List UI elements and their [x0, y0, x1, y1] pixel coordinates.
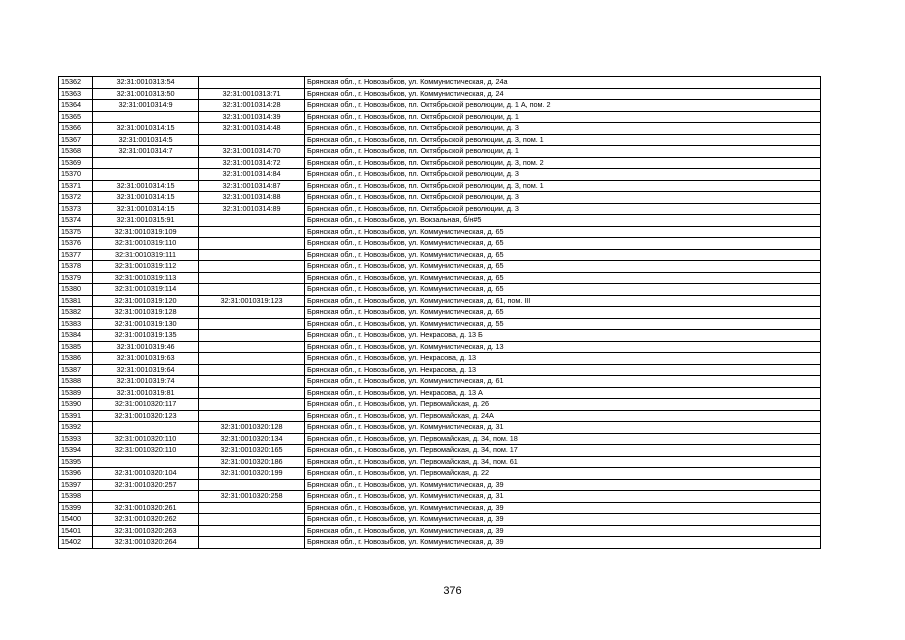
table-row: [59, 192, 821, 204]
parent-cadastral-number-cell: [199, 525, 305, 537]
row-number-cell: 15390: [59, 399, 93, 411]
cadastral-number-cell: 32:31:0010319:112: [93, 261, 199, 273]
table-row: [59, 238, 821, 250]
address-cell: Брянская обл., г. Новозыбков, ул. Коммунистическая, д. 24: [305, 88, 821, 100]
row-number-cell: 15368: [59, 146, 93, 158]
cadastral-number-cell: [93, 169, 199, 181]
address-cell: Брянская обл., г. Новозыбков, ул. Первомайская, д. 34, пом. 18: [305, 433, 821, 445]
cadastral-number-cell: 32:31:0010319:46: [93, 341, 199, 353]
address-cell: Брянская обл., г. Новозыбков, пл. Октябрьской революции, д. 3: [305, 123, 821, 135]
address-cell: Брянская обл., г. Новозыбков, ул. Коммунистическая, д. 31: [305, 422, 821, 434]
row-number-cell: 15393: [59, 433, 93, 445]
cadastral-number-cell: 32:31:0010319:74: [93, 376, 199, 388]
address-cell: Брянская обл., г. Новозыбков, ул. Некрасова, д. 13: [305, 353, 821, 365]
parent-cadastral-number-cell: 32:31:0010320:199: [199, 468, 305, 480]
table-row: [59, 157, 821, 169]
address-cell: Брянская обл., г. Новозыбков, ул. Коммунистическая, д. 39: [305, 514, 821, 526]
parent-cadastral-number-cell: 32:31:0010319:123: [199, 295, 305, 307]
parent-cadastral-number-cell: 32:31:0010320:165: [199, 445, 305, 457]
page-number: 376: [443, 585, 462, 597]
address-cell: Брянская обл., г. Новозыбков, ул. Первомайская, д. 22: [305, 468, 821, 480]
address-cell: Брянская обл., г. Новозыбков, ул. Коммунистическая, д. 65: [305, 249, 821, 261]
parent-cadastral-number-cell: 32:31:0010314:70: [199, 146, 305, 158]
cadastral-number-cell: 32:31:0010320:110: [93, 445, 199, 457]
row-number-cell: 15387: [59, 364, 93, 376]
cadastral-number-cell: 32:31:0010319:81: [93, 387, 199, 399]
cadastral-number-cell: 32:31:0010320:257: [93, 479, 199, 491]
table-row: [59, 318, 821, 330]
cadastral-number-cell: 32:31:0010314:15: [93, 203, 199, 215]
parent-cadastral-number-cell: 32:31:0010314:39: [199, 111, 305, 123]
registry-table-body: [59, 77, 821, 549]
parent-cadastral-number-cell: 32:31:0010313:71: [199, 88, 305, 100]
row-number-cell: 15369: [59, 157, 93, 169]
table-row: [59, 77, 821, 89]
row-number-cell: 15362: [59, 77, 93, 89]
parent-cadastral-number-cell: [199, 307, 305, 319]
row-number-cell: 15370: [59, 169, 93, 181]
parent-cadastral-number-cell: [199, 537, 305, 549]
row-number-cell: 15372: [59, 192, 93, 204]
cadastral-number-cell: 32:31:0010319:110: [93, 238, 199, 250]
parent-cadastral-number-cell: 32:31:0010314:72: [199, 157, 305, 169]
cadastral-number-cell: 32:31:0010320:110: [93, 433, 199, 445]
address-cell: Брянская обл., г. Новозыбков, ул. Коммунистическая, д. 39: [305, 525, 821, 537]
cadastral-number-cell: 32:31:0010320:123: [93, 410, 199, 422]
address-cell: Брянская обл., г. Новозыбков, ул. Коммунистическая, д. 31: [305, 491, 821, 503]
cadastral-number-cell: 32:31:0010314:15: [93, 123, 199, 135]
row-number-cell: 15397: [59, 479, 93, 491]
address-cell: Брянская обл., г. Новозыбков, ул. Первомайская, д. 34, пом. 17: [305, 445, 821, 457]
table-row: [59, 502, 821, 514]
parent-cadastral-number-cell: 32:31:0010314:88: [199, 192, 305, 204]
parent-cadastral-number-cell: [199, 215, 305, 227]
cadastral-number-cell: 32:31:0010319:130: [93, 318, 199, 330]
address-cell: Брянская обл., г. Новозыбков, пл. Октябрьской революции, д. 3, пом. 1: [305, 134, 821, 146]
table-row: [59, 410, 821, 422]
table-row: [59, 353, 821, 365]
address-cell: Брянская обл., г. Новозыбков, пл. Октябрьской революции, д. 3: [305, 203, 821, 215]
cadastral-number-cell: 32:31:0010320:263: [93, 525, 199, 537]
cadastral-number-cell: 32:31:0010320:104: [93, 468, 199, 480]
row-number-cell: 15375: [59, 226, 93, 238]
table-row: [59, 456, 821, 468]
parent-cadastral-number-cell: [199, 238, 305, 250]
table-row: [59, 111, 821, 123]
address-cell: Брянская обл., г. Новозыбков, ул. Коммунистическая, д. 39: [305, 537, 821, 549]
table-row: [59, 284, 821, 296]
row-number-cell: 15382: [59, 307, 93, 319]
parent-cadastral-number-cell: [199, 77, 305, 89]
row-number-cell: 15389: [59, 387, 93, 399]
cadastral-number-cell: 32:31:0010314:15: [93, 192, 199, 204]
cadastral-number-cell: 32:31:0010314:7: [93, 146, 199, 158]
table-row: [59, 433, 821, 445]
cadastral-number-cell: 32:31:0010320:117: [93, 399, 199, 411]
address-cell: Брянская обл., г. Новозыбков, ул. Коммунистическая, д. 65: [305, 307, 821, 319]
row-number-cell: 15364: [59, 100, 93, 112]
parent-cadastral-number-cell: [199, 364, 305, 376]
table-row: [59, 468, 821, 480]
cadastral-number-cell: 32:31:0010319:63: [93, 353, 199, 365]
table-row: [59, 295, 821, 307]
address-cell: Брянская обл., г. Новозыбков, пл. Октябрьской революции, д. 3: [305, 192, 821, 204]
address-cell: Брянская обл., г. Новозыбков, ул. Коммунистическая, д. 65: [305, 284, 821, 296]
parent-cadastral-number-cell: [199, 514, 305, 526]
parent-cadastral-number-cell: [199, 353, 305, 365]
address-cell: Брянская обл., г. Новозыбков, ул. Коммунистическая, д. 65: [305, 226, 821, 238]
cadastral-number-cell: 32:31:0010319:109: [93, 226, 199, 238]
address-cell: Брянская обл., г. Новозыбков, ул. Вокзальная, б/н#5: [305, 215, 821, 227]
parent-cadastral-number-cell: 32:31:0010320:258: [199, 491, 305, 503]
cadastral-number-cell: 32:31:0010319:128: [93, 307, 199, 319]
table-row: [59, 307, 821, 319]
row-number-cell: 15400: [59, 514, 93, 526]
row-number-cell: 15378: [59, 261, 93, 273]
cadastral-number-cell: 32:31:0010319:114: [93, 284, 199, 296]
parent-cadastral-number-cell: [199, 272, 305, 284]
table-row: [59, 226, 821, 238]
row-number-cell: 15384: [59, 330, 93, 342]
row-number-cell: 15374: [59, 215, 93, 227]
table-row: [59, 215, 821, 227]
address-cell: Брянская обл., г. Новозыбков, пл. Октябрьской революции, д. 3: [305, 169, 821, 181]
row-number-cell: 15371: [59, 180, 93, 192]
address-cell: Брянская обл., г. Новозыбков, пл. Октябрьской революции, д. 3, пом. 2: [305, 157, 821, 169]
parent-cadastral-number-cell: 32:31:0010320:134: [199, 433, 305, 445]
table-row: [59, 387, 821, 399]
row-number-cell: 15366: [59, 123, 93, 135]
parent-cadastral-number-cell: [199, 318, 305, 330]
cadastral-number-cell: 32:31:0010320:264: [93, 537, 199, 549]
cadastral-number-cell: 32:31:0010313:50: [93, 88, 199, 100]
table-row: [59, 330, 821, 342]
table-row: [59, 537, 821, 549]
table-row: [59, 479, 821, 491]
address-cell: Брянская обл., г. Новозыбков, ул. Некрасова, д. 13 А: [305, 387, 821, 399]
address-cell: Брянская обл., г. Новозыбков, ул. Коммунистическая, д. 24а: [305, 77, 821, 89]
cadastral-number-cell: [93, 491, 199, 503]
parent-cadastral-number-cell: [199, 399, 305, 411]
cadastral-number-cell: [93, 456, 199, 468]
parent-cadastral-number-cell: [199, 330, 305, 342]
row-number-cell: 15377: [59, 249, 93, 261]
address-cell: Брянская обл., г. Новозыбков, пл. Октябрьской революции, д. 1 А, пом. 2: [305, 100, 821, 112]
table-row: [59, 100, 821, 112]
address-cell: Брянская обл., г. Новозыбков, пл. Октябрьской революции, д. 3, пом. 1: [305, 180, 821, 192]
parent-cadastral-number-cell: 32:31:0010320:186: [199, 456, 305, 468]
cadastral-number-cell: [93, 157, 199, 169]
address-cell: Брянская обл., г. Новозыбков, ул. Коммунистическая, д. 61, пом. III: [305, 295, 821, 307]
row-number-cell: 15380: [59, 284, 93, 296]
parent-cadastral-number-cell: [199, 479, 305, 491]
table-row: [59, 169, 821, 181]
parent-cadastral-number-cell: [199, 410, 305, 422]
address-cell: Брянская обл., г. Новозыбков, ул. Коммунистическая, д. 13: [305, 341, 821, 353]
parent-cadastral-number-cell: 32:31:0010314:28: [199, 100, 305, 112]
row-number-cell: 15394: [59, 445, 93, 457]
row-number-cell: 15373: [59, 203, 93, 215]
row-number-cell: 15388: [59, 376, 93, 388]
parent-cadastral-number-cell: 32:31:0010314:87: [199, 180, 305, 192]
row-number-cell: 15391: [59, 410, 93, 422]
parent-cadastral-number-cell: [199, 226, 305, 238]
cadastral-number-cell: 32:31:0010319:113: [93, 272, 199, 284]
address-cell: Брянская обл., г. Новозыбков, ул. Некрасова, д. 13: [305, 364, 821, 376]
cadastral-number-cell: 32:31:0010314:9: [93, 100, 199, 112]
table-row: [59, 376, 821, 388]
parent-cadastral-number-cell: [199, 249, 305, 261]
row-number-cell: 15383: [59, 318, 93, 330]
cadastral-number-cell: 32:31:0010319:111: [93, 249, 199, 261]
cadastral-number-cell: 32:31:0010319:64: [93, 364, 199, 376]
address-cell: Брянская обл., г. Новозыбков, ул. Коммунистическая, д. 61: [305, 376, 821, 388]
table-row: [59, 422, 821, 434]
table-row: [59, 146, 821, 158]
row-number-cell: 15379: [59, 272, 93, 284]
address-cell: Брянская обл., г. Новозыбков, ул. Коммунистическая, д. 65: [305, 238, 821, 250]
parent-cadastral-number-cell: [199, 261, 305, 273]
address-cell: Брянская обл., г. Новозыбков, ул. Первомайская, д. 24А: [305, 410, 821, 422]
parent-cadastral-number-cell: 32:31:0010314:48: [199, 123, 305, 135]
address-cell: Брянская обл., г. Новозыбков, ул. Коммунистическая, д. 55: [305, 318, 821, 330]
parent-cadastral-number-cell: 32:31:0010314:89: [199, 203, 305, 215]
cadastral-number-cell: 32:31:0010320:261: [93, 502, 199, 514]
table-row: [59, 341, 821, 353]
row-number-cell: 15396: [59, 468, 93, 480]
cadastral-number-cell: 32:31:0010313:54: [93, 77, 199, 89]
row-number-cell: 15399: [59, 502, 93, 514]
table-row: [59, 445, 821, 457]
table-row: [59, 272, 821, 284]
row-number-cell: 15392: [59, 422, 93, 434]
row-number-cell: 15395: [59, 456, 93, 468]
parent-cadastral-number-cell: 32:31:0010314:84: [199, 169, 305, 181]
cadastral-number-cell: 32:31:0010319:120: [93, 295, 199, 307]
table-row: [59, 399, 821, 411]
table-row: [59, 514, 821, 526]
address-cell: Брянская обл., г. Новозыбков, ул. Коммунистическая, д. 65: [305, 272, 821, 284]
table-row: [59, 88, 821, 100]
cadastral-number-cell: 32:31:0010320:262: [93, 514, 199, 526]
cadastral-number-cell: 32:31:0010315:91: [93, 215, 199, 227]
parent-cadastral-number-cell: [199, 284, 305, 296]
address-cell: Брянская обл., г. Новозыбков, ул. Коммунистическая, д. 39: [305, 479, 821, 491]
row-number-cell: 15386: [59, 353, 93, 365]
row-number-cell: 15376: [59, 238, 93, 250]
row-number-cell: 15401: [59, 525, 93, 537]
address-cell: Брянская обл., г. Новозыбков, ул. Первомайская, д. 26: [305, 399, 821, 411]
row-number-cell: 15385: [59, 341, 93, 353]
cadastral-number-cell: 32:31:0010319:135: [93, 330, 199, 342]
table-row: [59, 525, 821, 537]
address-cell: Брянская обл., г. Новозыбков, пл. Октябрьской революции, д. 1: [305, 146, 821, 158]
address-cell: Брянская обл., г. Новозыбков, ул. Первомайская, д. 34, пом. 61: [305, 456, 821, 468]
table-row: [59, 364, 821, 376]
table-row: [59, 123, 821, 135]
parent-cadastral-number-cell: [199, 387, 305, 399]
cadastral-number-cell: [93, 422, 199, 434]
row-number-cell: 15365: [59, 111, 93, 123]
row-number-cell: 15398: [59, 491, 93, 503]
address-cell: Брянская обл., г. Новозыбков, ул. Некрасова, д. 13 Б: [305, 330, 821, 342]
row-number-cell: 15363: [59, 88, 93, 100]
cadastral-number-cell: [93, 111, 199, 123]
parent-cadastral-number-cell: [199, 502, 305, 514]
table-row: [59, 261, 821, 273]
row-number-cell: 15367: [59, 134, 93, 146]
table-row: [59, 491, 821, 503]
parent-cadastral-number-cell: [199, 341, 305, 353]
table-row: [59, 134, 821, 146]
cadastral-number-cell: 32:31:0010314:5: [93, 134, 199, 146]
property-registry-table: [58, 76, 821, 549]
table-row: [59, 180, 821, 192]
cadastral-number-cell: 32:31:0010314:15: [93, 180, 199, 192]
address-cell: Брянская обл., г. Новозыбков, пл. Октябрьской революции, д. 1: [305, 111, 821, 123]
row-number-cell: 15381: [59, 295, 93, 307]
table-row: [59, 203, 821, 215]
row-number-cell: 15402: [59, 537, 93, 549]
parent-cadastral-number-cell: [199, 134, 305, 146]
parent-cadastral-number-cell: [199, 376, 305, 388]
address-cell: Брянская обл., г. Новозыбков, ул. Коммунистическая, д. 39: [305, 502, 821, 514]
address-cell: Брянская обл., г. Новозыбков, ул. Коммунистическая, д. 65: [305, 261, 821, 273]
table-row: [59, 249, 821, 261]
parent-cadastral-number-cell: 32:31:0010320:128: [199, 422, 305, 434]
